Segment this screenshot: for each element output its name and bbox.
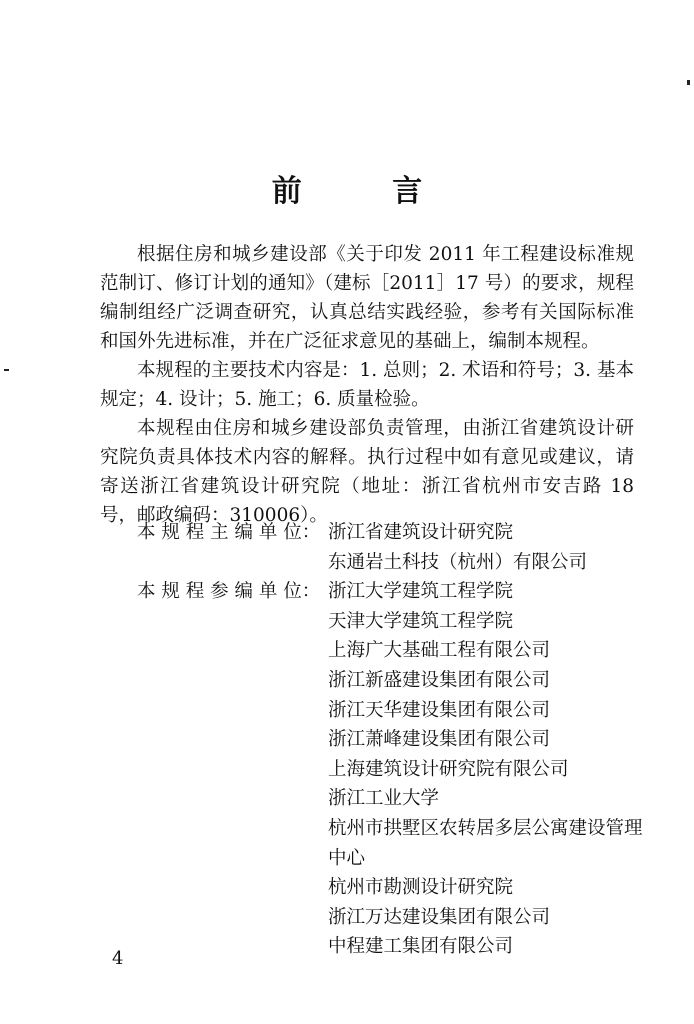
participating-units-label: 本 规 程 参 编 单 位： (137, 581, 321, 603)
preface-body (100, 240, 634, 530)
paragraph: 本规程由住房和城乡建设部负责管理，由浙江省建筑设计研究院负责具体技术内容的解释。执行过程中如有意见或建议，请寄送浙江省建筑设计研究院（地址：浙江省杭州市安吉路 18 号，邮政编码：310006）。 (100, 418, 634, 526)
unit-name: 东通岩土科技（杭州）有限公司 (328, 551, 588, 573)
unit-name: 浙江万达建设集团有限公司 (328, 906, 551, 928)
unit-name: 浙江天华建设集团有限公司 (328, 699, 551, 721)
scan-mark (687, 80, 690, 85)
participating-units-list (328, 577, 660, 962)
unit-name: 浙江大学建筑工程学院 (328, 581, 514, 603)
unit-name: 杭州市拱墅区农转居多层公寓建设管理中心 (328, 817, 643, 869)
unit-name: 浙江萧峰建设集团有限公司 (328, 729, 551, 751)
unit-name: 浙江新盛建设集团有限公司 (328, 669, 551, 691)
chief-units-label: 本 规 程 主 编 单 位： (137, 522, 321, 543)
unit-name: 杭州市勘测设计研究院 (328, 877, 514, 899)
unit-name: 中程建工集团有限公司 (328, 936, 514, 958)
unit-name: 上海广大基础工程有限公司 (328, 640, 551, 662)
chief-units-list (328, 518, 660, 577)
paragraph: 本规程的主要技术内容是：1. 总则；2. 术语和符号；3. 基本规定；4. 设计；5. 施工；6. 质量检验。 (100, 360, 634, 410)
page-number: 4 (112, 948, 124, 969)
chief-units-row (100, 518, 660, 577)
page-title: 前 言 (271, 174, 463, 209)
unit-name: 上海建筑设计研究院有限公司 (328, 758, 569, 780)
unit-name: 天津大学建筑工程学院 (328, 610, 514, 632)
participating-units-row (100, 577, 660, 962)
drafting-units (100, 518, 660, 962)
unit-name: 浙江工业大学 (328, 788, 440, 810)
unit-name: 浙江省建筑设计研究院 (328, 522, 514, 543)
scan-mark (4, 369, 9, 371)
paragraph: 根据住房和城乡建设部《关于印发 2011 年工程建设标准规范制订、修订计划的通知》（建标［2011］17 号）的要求，规程编制组经广泛调查研究，认真总结实践经验，参考有关国际标准和国外先进标准，并在广泛征求意见的基础上，编制本规程。 (100, 244, 634, 352)
